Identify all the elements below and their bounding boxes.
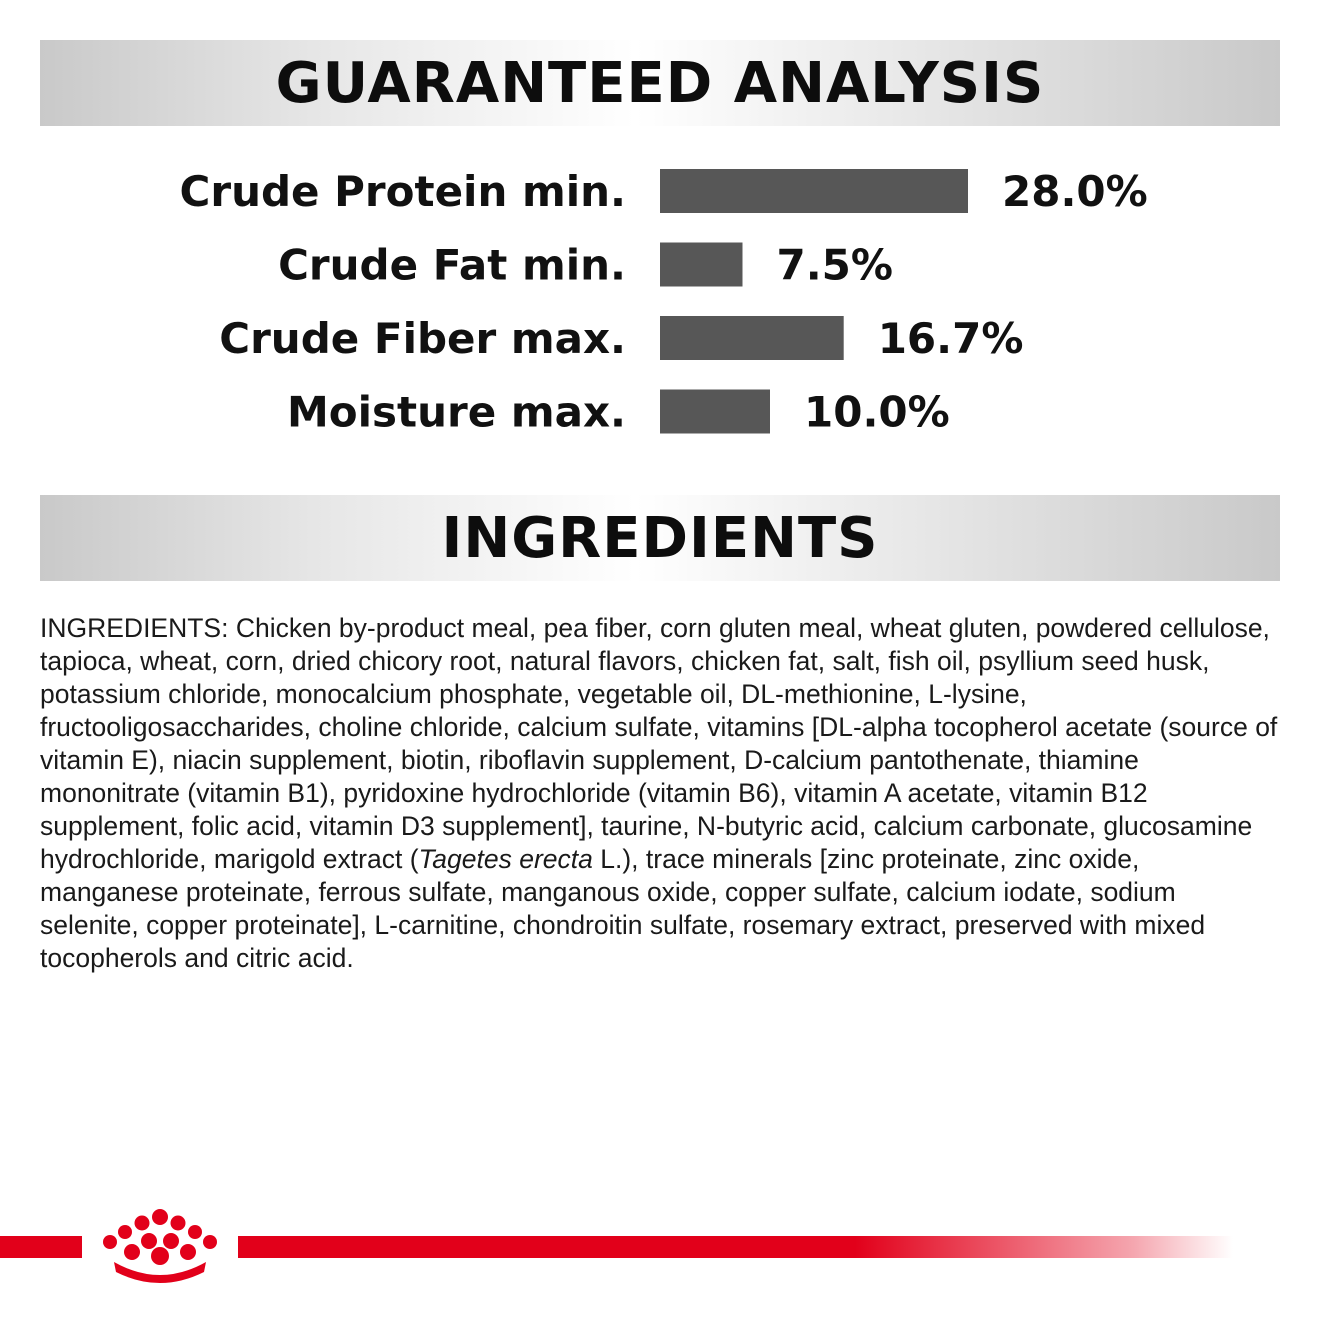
ingredients-text-part-2: L.), trace minerals [zinc proteinate, zinc oxide, manganese proteinate, ferrous sulfate, manganous oxide, copper sulfate, calcium iodate, sodium selenite, copper proteinate], L-carnitine, chondroitin sulfate, rosemary extract, preserved with mixed tocopherols and citric acid. xyxy=(40,844,1206,973)
value-label-moisture-max: 10.0% xyxy=(804,387,950,437)
category-label-moisture-max: Moisture max. xyxy=(287,387,626,437)
ingredients-banner xyxy=(40,495,1280,581)
crown-logo-icon xyxy=(90,1206,230,1286)
bar-moisture-max xyxy=(660,390,770,434)
guaranteed-analysis-title: GUARANTEED ANALYSIS xyxy=(275,50,1045,116)
ingredients-italic-species: Tagetes erecta xyxy=(418,844,593,874)
category-label-crude-fat-min: Crude Fat min. xyxy=(278,240,626,290)
value-label-crude-protein-min: 28.0% xyxy=(1002,167,1148,216)
footer-red-line-left xyxy=(0,1236,82,1258)
ingredients-title: INGREDIENTS xyxy=(441,505,879,571)
bar-crude-fat-min xyxy=(660,243,743,287)
guaranteed-analysis-banner xyxy=(40,40,1280,126)
value-label-crude-fat-min: 7.5% xyxy=(776,240,893,290)
category-label-crude-fiber-max: Crude Fiber max. xyxy=(219,314,626,363)
bar-crude-protein-min xyxy=(660,169,968,213)
value-label-crude-fiber-max: 16.7% xyxy=(877,314,1024,363)
bar-crude-fiber-max xyxy=(660,316,844,360)
category-label-crude-protein-min: Crude Protein min. xyxy=(179,167,626,216)
ingredients-text xyxy=(40,612,1280,975)
guaranteed-analysis-chart xyxy=(0,150,1320,460)
footer-red-line-right xyxy=(238,1236,1233,1258)
ingredients-text-part-1: INGREDIENTS: Chicken by-product meal, pea fiber, corn gluten meal, wheat gluten, powdered cellulose, tapioca, wheat, corn, dried chicory root, natural flavors, chicken fat, salt, fish oil, psyllium seed husk, potassium chloride, monocalcium phosphate, vegetable oil, DL-methionine, L-lysine, fructooligosaccharides, choline chloride, calcium sulfate, vitamins [DL-alpha tocopherol acetate (source of vitamin E), niacin supplement, biotin, riboflavin supplement, D-calcium pantothenate, thiamine mononitrate (vitamin B1), pyridoxine hydrochloride (vitamin B6), vitamin A acetate, vitamin B12 supplement, folic acid, vitamin D3 supplement], taurine, N-butyric acid, calcium carbonate, glucosamine hydrochloride, marigold extract ( xyxy=(40,613,1278,874)
